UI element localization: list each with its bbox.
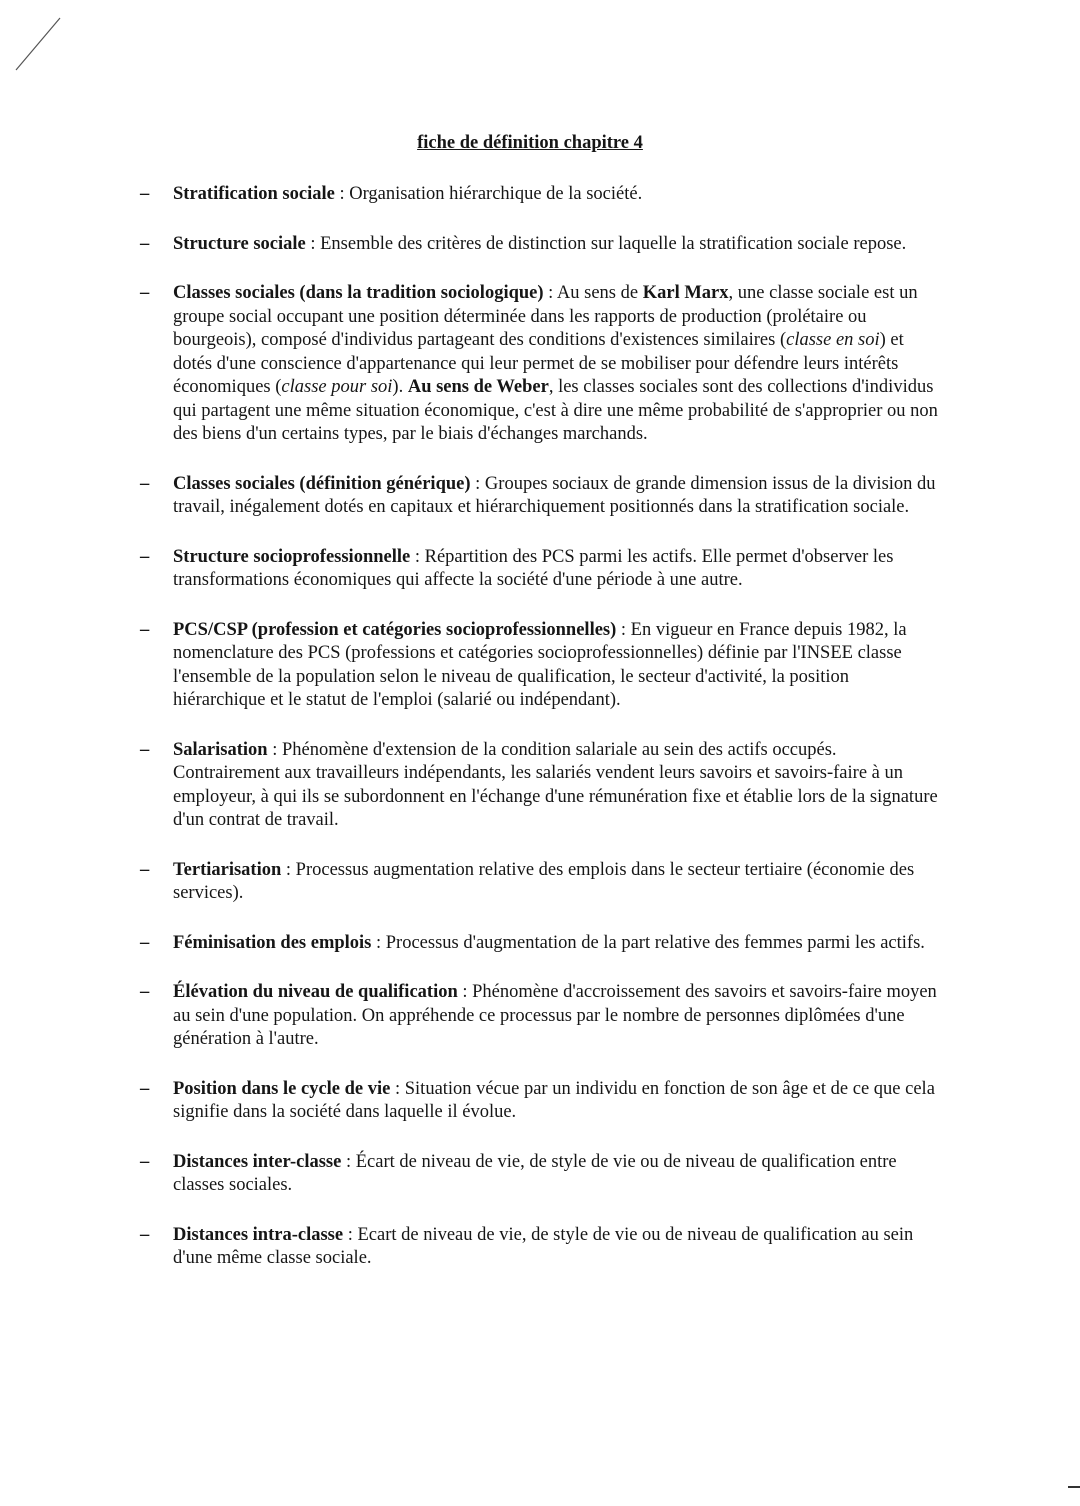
definition-item [140,981,940,1052]
term: Salarisation [173,739,268,760]
term: Classes sociales (dans la tradition sociologique) [173,283,544,303]
term: Structure socioprofessionnelle [173,546,411,567]
definition-item [140,1078,940,1125]
bullet-dash: – [140,859,150,880]
definition-item [140,183,940,207]
definition-item [140,546,940,593]
bullet-dash: – [140,1078,150,1099]
bullet-dash: – [140,473,150,494]
term: Féminisation des emplois [173,932,372,953]
term: PCS/CSP (profession et catégories socioprofessionnelles) [173,619,617,640]
definition: : Ensemble des critères de distinction sur laquelle la stratification sociale repose. [305,233,907,254]
definition: ). [392,377,408,397]
bullet-dash: – [140,1224,150,1245]
bullet-dash: – [140,982,150,1002]
bullet-dash: – [140,546,150,567]
definition-item [140,282,940,447]
term: Distances intra-classe [173,1224,344,1245]
definition: : Répartition des PCS parmi les actifs. Elle permet d'observer les transformations économiques qui affecte la société d'une période à une autre. [173,546,894,590]
definition-item [140,233,940,257]
bullet-dash: – [140,233,150,254]
definition: : Organisation hiérarchique de la société. [334,184,643,204]
definition-item [140,1151,940,1198]
bullet-dash: – [140,1151,150,1172]
term: Stratification sociale [173,184,335,204]
definition-item [140,739,940,833]
bullet-dash: – [140,619,150,640]
bullet-dash: – [140,283,150,303]
definition: : Phénomène d'accroissement des savoirs et savoirs-faire moyen au sein d'une population. On appréhende ce processus par le nombre de personnes diplômées d'une génération à l'autre. [173,982,937,1049]
definition: : Phénomène d'extension de la condition salariale au sein des actifs occupés. Contrairement aux travailleurs indépendants, les salariés vendent leurs savoirs et savoirs-faire à un employeur, à qui ils se subordonnent en l'échange d'une rémunération fixe et établie lors de la signature d'un contrat de travail. [173,739,938,830]
term: Position dans le cycle de vie [173,1078,391,1099]
definition-item [140,619,940,713]
definition-item [140,859,940,906]
definition: , les classes sociales sont des collections d'individus qui partagent une même situation économique, c'est à dire une même probabilité de s'approprier ou non des biens d'un certains types, par le biais d'échanges marchands. [173,377,938,444]
concept-classe-en-soi: classe en soi [786,330,880,350]
definition-item [140,1224,940,1271]
definition: : Situation vécue par un individu en fonction de son âge et de ce que cela signifie dans la société dans laquelle il évolue. [173,1078,935,1122]
pen-stroke-mark [14,14,64,74]
definition: : Processus d'augmentation de la part relative des femmes parmi les actifs. [371,932,925,953]
definition-item [140,932,940,956]
term: Classes sociales (définition générique) [173,473,471,494]
definition-list [140,183,940,1297]
scan-edge-mark [1068,1486,1080,1488]
term: Élévation du niveau de qualification [173,982,458,1002]
definition: : Processus augmentation relative des emplois dans le secteur tertiaire (économie des services). [173,859,915,903]
definition: ) et dotés d'une conscience d'appartenance qui leur permet de se mobiliser pour défendre leurs intérêts économiques ( [173,330,904,397]
page-title: fiche de définition chapitre 4 [417,133,643,153]
definition: : Ecart de niveau de vie, de style de vie ou de niveau de qualification au sein d'une même classe sociale. [173,1224,914,1268]
term: Structure sociale [173,233,306,254]
bullet-dash: – [140,932,150,953]
definition: : Écart de niveau de vie, de style de vie ou de niveau de qualification entre classes sociales. [173,1151,897,1195]
definition-item [140,473,940,520]
concept-classe-pour-soi: classe pour soi [281,377,393,397]
definition: : Au sens de [543,283,643,303]
definition: : Groupes sociaux de grande dimension issus de la division du travail, inégalement dotés en capitaux et hiérarchiquement positionnés dans la stratification sociale. [173,473,936,517]
author-marx: Karl Marx [642,283,729,303]
author-weber: Au sens de Weber [407,377,549,397]
bullet-dash: – [140,739,150,760]
term: Distances inter-classe [173,1151,342,1172]
bullet-dash: – [140,184,150,204]
term: Tertiarisation [173,859,282,880]
definition: : En vigueur en France depuis 1982, la nomenclature des PCS (professions et catégories socioprofessionnelles) définie par l'INSEE classe l'ensemble de la population selon le niveau de qualification, le secteur d'activité, la position hiérarchique et le statut de l'emploi (salarié ou indépendant). [173,619,907,710]
definition: , une classe sociale est un groupe social occupant une position déterminée dans les rapports de production (prolétaire ou bourgeois), composé d'individus partageant des conditions d'existences similaires ( [173,283,918,350]
